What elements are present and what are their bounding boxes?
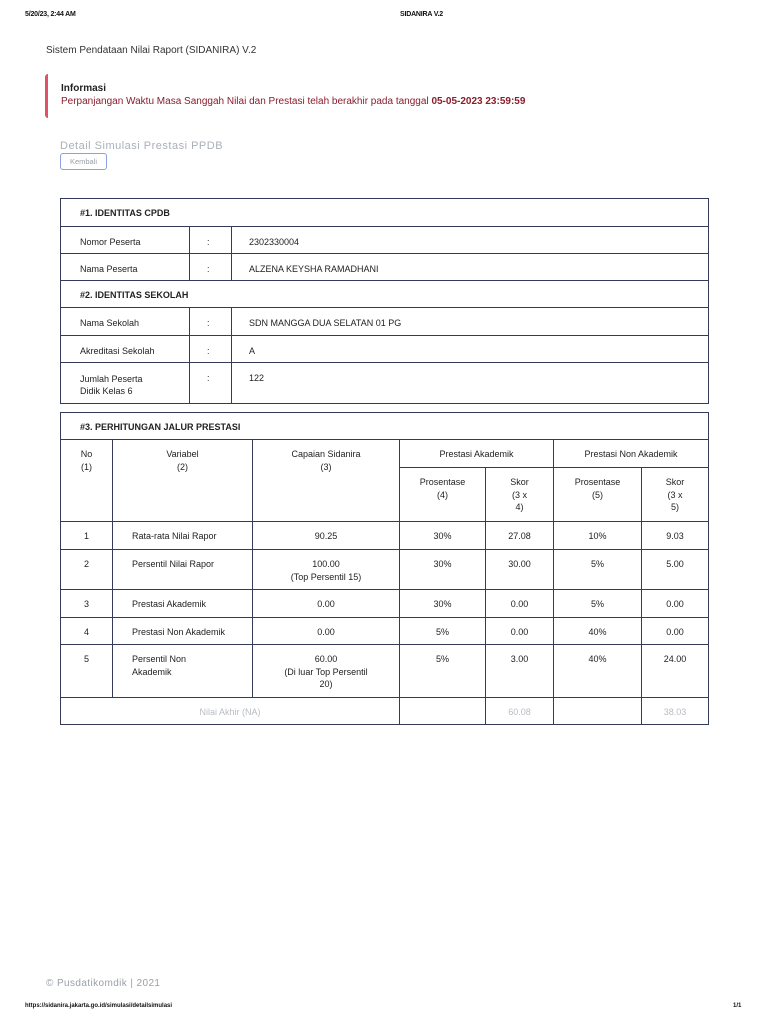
cell-no: 4 bbox=[61, 618, 113, 645]
cell-prosentase-non-akademik: 40% bbox=[554, 618, 642, 645]
cell-capaian: 90.25 bbox=[253, 522, 400, 550]
perhitungan-section-head: #3. PERHITUNGAN JALUR PRESTASI bbox=[61, 413, 709, 440]
row-label: Nama Peserta bbox=[61, 254, 190, 281]
cell-no: 2 bbox=[61, 550, 113, 590]
row-value: 2302330004 bbox=[232, 227, 709, 254]
cell-variabel: Persentil Non Akademik bbox=[113, 645, 253, 698]
print-page-number: 1/1 bbox=[733, 1003, 742, 1009]
col-header-akademik: Prestasi Akademik bbox=[400, 440, 554, 468]
perhitungan-table bbox=[60, 412, 709, 725]
section-title: Detail Simulasi Prestasi PPDB bbox=[60, 140, 224, 152]
row-label: Nama Sekolah bbox=[61, 308, 190, 336]
col-header-non-akademik: Prestasi Non Akademik bbox=[554, 440, 709, 468]
table-row bbox=[61, 363, 709, 404]
cell-no: 3 bbox=[61, 590, 113, 618]
cell-skor-non-akademik: 24.00 bbox=[642, 645, 709, 698]
row-value: SDN MANGGA DUA SELATAN 01 PG bbox=[232, 308, 709, 336]
cell-prosentase-non-akademik: 5% bbox=[554, 550, 642, 590]
cell-prosentase-akademik: 30% bbox=[400, 590, 486, 618]
cell-prosentase-akademik: 30% bbox=[400, 522, 486, 550]
col-header-skor-non-akademik: Skor (3 x 5) bbox=[642, 468, 709, 522]
cell-prosentase-akademik: 5% bbox=[400, 645, 486, 698]
cell-capaian: 0.00 bbox=[253, 590, 400, 618]
cell-skor-non-akademik: 0.00 bbox=[642, 618, 709, 645]
cell-prosentase-akademik: 30% bbox=[400, 550, 486, 590]
table-row bbox=[61, 550, 709, 590]
sekolah-section-head: #2. IDENTITAS SEKOLAH bbox=[61, 281, 709, 308]
row-label: Akreditasi Sekolah bbox=[61, 336, 190, 363]
cell-prosentase-non-akademik: 40% bbox=[554, 645, 642, 698]
cell-capaian: 60.00 (Di luar Top Persentil 20) bbox=[253, 645, 400, 698]
table-row bbox=[61, 336, 709, 363]
row-colon: : bbox=[190, 336, 232, 363]
cell-prosentase-akademik: 5% bbox=[400, 618, 486, 645]
cell-no: 5 bbox=[61, 645, 113, 698]
table-row bbox=[61, 590, 709, 618]
cell-skor-akademik: 30.00 bbox=[486, 550, 554, 590]
table-row bbox=[61, 618, 709, 645]
col-header-skor-akademik: Skor (3 x 4) bbox=[486, 468, 554, 522]
na-empty-non-akademik bbox=[554, 698, 642, 725]
print-doc-title: SIDANIRA V.2 bbox=[400, 11, 443, 18]
row-colon: : bbox=[190, 227, 232, 254]
na-non-akademik: 38.03 bbox=[642, 698, 709, 725]
row-colon: : bbox=[190, 363, 232, 404]
row-value: A bbox=[232, 336, 709, 363]
na-akademik: 60.08 bbox=[486, 698, 554, 725]
table-row bbox=[61, 645, 709, 698]
print-url: https://sidanira.jakarta.go.id/simulasi/detailsimulasi bbox=[25, 1003, 173, 1009]
row-value: ALZENA KEYSHA RAMADHANI bbox=[232, 254, 709, 281]
na-empty-akademik bbox=[400, 698, 486, 725]
alert-deadline: 05-05-2023 23:59:59 bbox=[431, 96, 526, 107]
row-label: Jumlah Peserta Didik Kelas 6 bbox=[61, 363, 190, 404]
alert-message bbox=[61, 96, 525, 107]
cell-capaian: 0.00 bbox=[253, 618, 400, 645]
row-label: Nomor Peserta bbox=[61, 227, 190, 254]
print-datetime: 5/20/23, 2:44 AM bbox=[25, 11, 76, 18]
cell-variabel: Rata-rata Nilai Rapor bbox=[113, 522, 253, 550]
cell-prosentase-non-akademik: 5% bbox=[554, 590, 642, 618]
col-header-no: No (1) bbox=[61, 440, 113, 522]
identitas-table bbox=[60, 198, 709, 404]
col-header-capaian: Capaian Sidanira (3) bbox=[253, 440, 400, 522]
alert-message-text: Perpanjangan Waktu Masa Sanggah Nilai dan Prestasi telah berakhir pada tanggal bbox=[61, 96, 429, 107]
table-row bbox=[61, 227, 709, 254]
cell-skor-akademik: 0.00 bbox=[486, 590, 554, 618]
row-colon: : bbox=[190, 254, 232, 281]
col-header-variabel: Variabel (2) bbox=[113, 440, 253, 522]
cpdb-section-head: #1. IDENTITAS CPDB bbox=[61, 199, 709, 227]
cell-variabel: Prestasi Non Akademik bbox=[113, 618, 253, 645]
col-header-prosentase-akademik: Prosentase (4) bbox=[400, 468, 486, 522]
cell-variabel: Persentil Nilai Rapor bbox=[113, 550, 253, 590]
cell-skor-non-akademik: 9.03 bbox=[642, 522, 709, 550]
cell-variabel: Prestasi Akademik bbox=[113, 590, 253, 618]
table-row bbox=[61, 254, 709, 281]
footer-copyright: © Pusdatikomdik | 2021 bbox=[46, 978, 161, 989]
cell-skor-akademik: 27.08 bbox=[486, 522, 554, 550]
na-label: Nilai Akhir (NA) bbox=[61, 698, 400, 725]
cell-prosentase-non-akademik: 10% bbox=[554, 522, 642, 550]
table-row bbox=[61, 308, 709, 336]
table-row-nilai-akhir bbox=[61, 698, 709, 725]
col-header-prosentase-non-akademik: Prosentase (5) bbox=[554, 468, 642, 522]
app-title: Sistem Pendataan Nilai Raport (SIDANIRA) V.2 bbox=[46, 45, 257, 56]
alert-title: Informasi bbox=[61, 83, 107, 94]
row-colon: : bbox=[190, 308, 232, 336]
back-button[interactable]: Kembali bbox=[60, 153, 107, 170]
cell-capaian: 100.00 (Top Persentil 15) bbox=[253, 550, 400, 590]
cell-skor-non-akademik: 0.00 bbox=[642, 590, 709, 618]
row-value: 122 bbox=[232, 363, 709, 404]
cell-skor-akademik: 0.00 bbox=[486, 618, 554, 645]
info-alert bbox=[45, 74, 705, 118]
cell-no: 1 bbox=[61, 522, 113, 550]
table-row bbox=[61, 522, 709, 550]
cell-skor-non-akademik: 5.00 bbox=[642, 550, 709, 590]
cell-skor-akademik: 3.00 bbox=[486, 645, 554, 698]
